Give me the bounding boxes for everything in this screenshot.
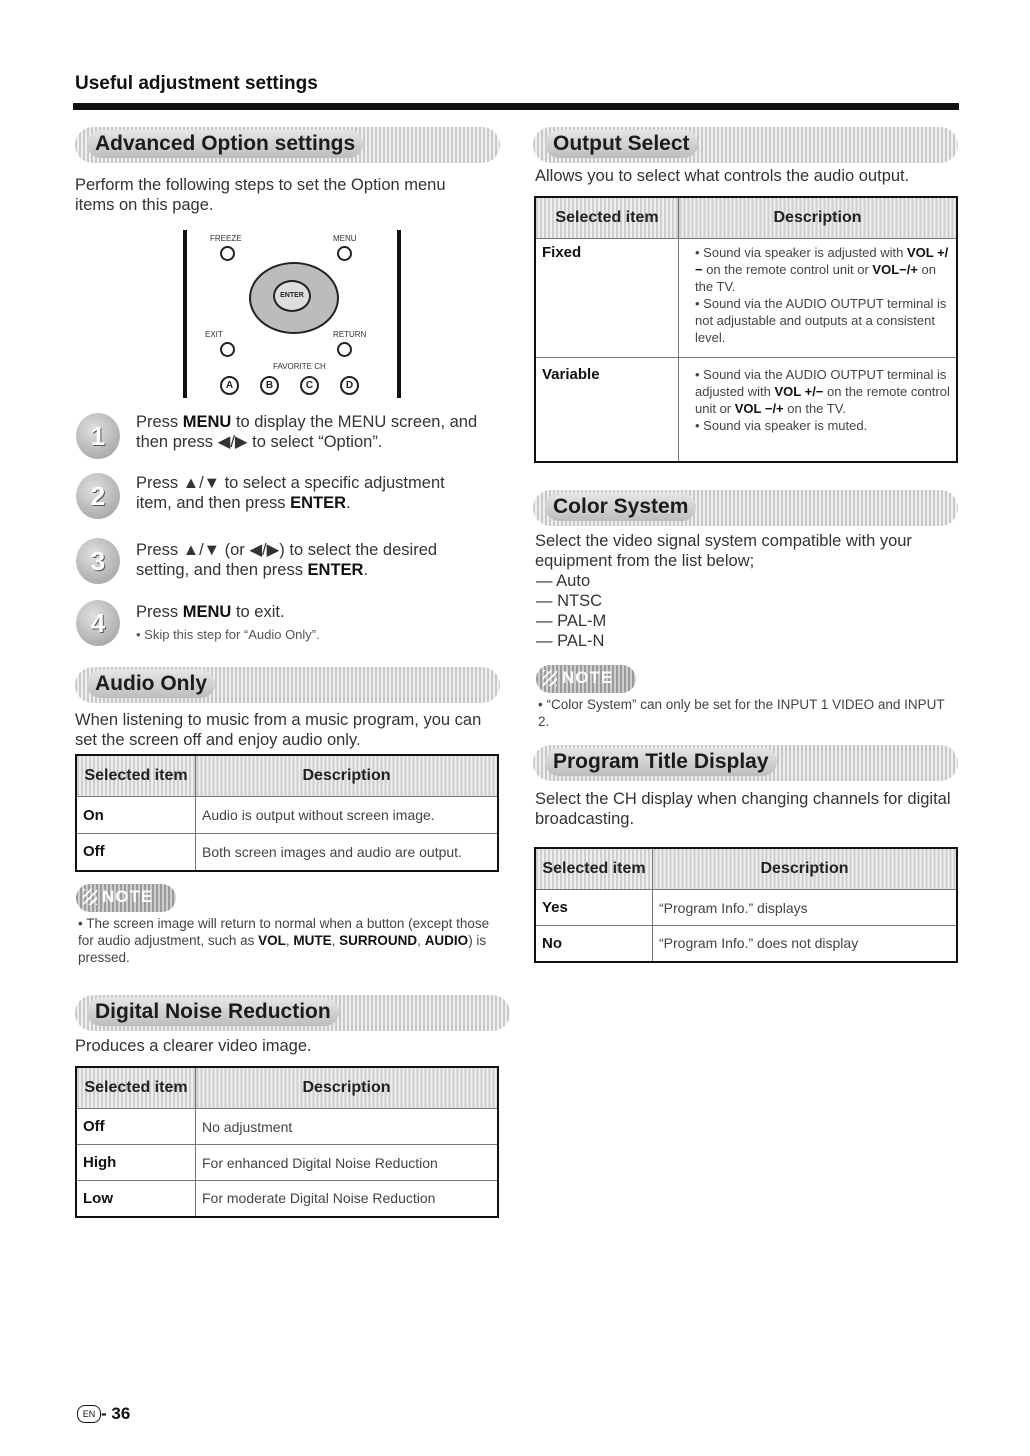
desc-cell [679,239,958,358]
freeze-label: FREEZE [210,234,242,243]
program-banner [533,745,958,781]
table-header-row [535,848,957,890]
advanced-banner [75,127,500,163]
note-icon [83,889,97,905]
desc-cell [679,358,958,462]
en-icon: EN [77,1405,101,1423]
audio-only-table [75,754,499,872]
desc-cell: “Program Info.” does not display [653,926,958,962]
fixed-desc-b: • Sound via the AUDIO OUTPUT terminal is not adjustable and outputs at a consistent level. [695,296,947,345]
audio-only-intro: When listening to music from a music program, you can set the screen off and enjoy audio only. [75,711,482,749]
audio-note-text: • The screen image will return to normal when a button (except those for audio adjustment, such as VOL, MUTE, SURROUND, AUDIO) is pressed. [78,916,490,965]
list-item: — PAL-N [536,632,605,650]
audio-note-badge [76,884,176,912]
favorite-label: FAVORITE CH [273,362,326,371]
remote-edge-left [183,230,187,398]
menu-label: MENU [333,234,357,243]
advanced-title: Advanced Option settings [87,130,363,158]
exit-button [220,342,235,357]
item-cell: On [76,797,196,834]
note-label: NOTE [102,887,154,906]
table-row [535,239,957,358]
step-4-subnote: • Skip this step for “Audio Only”. [136,627,320,642]
audio-only-title: Audio Only [87,670,215,698]
button-c: C [300,376,319,395]
desc-cell: For enhanced Digital Noise Reduction [196,1145,499,1181]
step-2-text: Press ▲/▼ to select a specific adjustment item, and then press ENTER. [136,474,445,512]
table-row [535,890,957,926]
step-3-badge: 3 [76,538,120,584]
button-d: D [340,376,359,395]
button-b: B [260,376,279,395]
page-number [77,1404,130,1424]
button-a: A [220,376,239,395]
table-row [76,834,498,871]
item-cell: Yes [535,890,653,926]
step-1-badge: 1 [76,413,120,459]
program-title: Program Title Display [545,748,777,776]
step-4-text: Press MENU to exit. • Skip this step for “Audio Only”. [136,602,476,645]
return-button [337,342,352,357]
col-description: Description [653,848,958,890]
table-row [76,1109,498,1145]
table-row [535,358,957,462]
list-item: — Auto [536,572,591,590]
item-cell: Fixed [535,239,679,358]
item-cell: Variable [535,358,679,462]
dnr-intro: Produces a clearer video image. [75,1037,312,1055]
item-cell: High [76,1145,196,1181]
program-table [534,847,958,963]
freeze-button [220,246,235,261]
note-icon [543,670,557,686]
col-selected-item: Selected item [535,848,653,890]
item-cell: Low [76,1181,196,1217]
output-table [534,196,958,463]
desc-cell: Both screen images and audio are output. [196,834,499,871]
advanced-intro: Perform the following steps to set the Option menu items on this page. [75,176,446,214]
desc-cell: For moderate Digital Noise Reduction [196,1181,499,1217]
desc-cell: “Program Info.” displays [653,890,958,926]
table-row [76,1181,498,1217]
page-number-text: - 36 [101,1404,131,1423]
header-rule [73,103,959,110]
list-item: — PAL-M [536,612,607,630]
list-item: — NTSC [536,592,602,610]
note-label: NOTE [562,668,614,687]
desc-cell: Audio is output without screen image. [196,797,499,834]
col-description: Description [679,197,958,239]
col-selected-item: Selected item [76,1067,196,1109]
output-banner [533,127,958,163]
item-cell: No [535,926,653,962]
item-cell: Off [76,834,196,871]
desc-cell: No adjustment [196,1109,499,1145]
col-description: Description [196,755,499,797]
table-header-row [76,755,498,797]
audio-only-banner [75,667,500,703]
step-4-badge: 4 [76,600,120,646]
dnr-banner [75,995,510,1031]
exit-label: EXIT [205,330,223,339]
color-options-list [536,571,606,651]
step-1-text: Press MENU to display the MENU screen, and then press ◀/▶ to select “Option”. [136,413,478,451]
output-title: Output Select [545,130,698,158]
variable-desc-b: • Sound via speaker is muted. [695,418,868,433]
color-note-text: • “Color System” can only be set for the INPUT 1 VIDEO and INPUT 2. [538,697,945,729]
color-banner [533,490,958,526]
table-row [535,926,957,962]
dnr-title: Digital Noise Reduction [87,998,339,1026]
enter-button: ENTER [273,280,311,312]
table-row [76,1145,498,1181]
variable-desc-a: • Sound via the AUDIO OUTPUT terminal is adjusted with VOL +/− on the remote control unit or VOL −/+ on the TV. [695,367,950,416]
color-intro: Select the video signal system compatible with your equipment from the list below; [535,532,912,570]
item-cell: Off [76,1109,196,1145]
remote-edge-right [397,230,401,398]
dpad [235,256,350,334]
col-selected-item: Selected item [76,755,196,797]
dnr-table [75,1066,499,1218]
color-note-badge [536,665,636,693]
col-selected-item: Selected item [535,197,679,239]
output-intro: Allows you to select what controls the audio output. [535,167,910,185]
color-title: Color System [545,493,696,521]
step-2-badge: 2 [76,473,120,519]
table-header-row [535,197,957,239]
fixed-desc-a: • Sound via speaker is adjusted with VOL +/− on the remote control unit or VOL−/+ on the TV. [695,245,949,294]
table-header-row [76,1067,498,1109]
col-description: Description [196,1067,499,1109]
table-row [76,797,498,834]
return-label: RETURN [333,330,367,339]
step-3-text: Press ▲/▼ (or ◀/▶) to select the desired setting, and then press ENTER. [136,541,438,579]
page-header: Useful adjustment settings [75,73,318,94]
program-intro: Select the CH display when changing channels for digital broadcasting. [535,790,951,828]
remote-illustration [183,230,403,400]
